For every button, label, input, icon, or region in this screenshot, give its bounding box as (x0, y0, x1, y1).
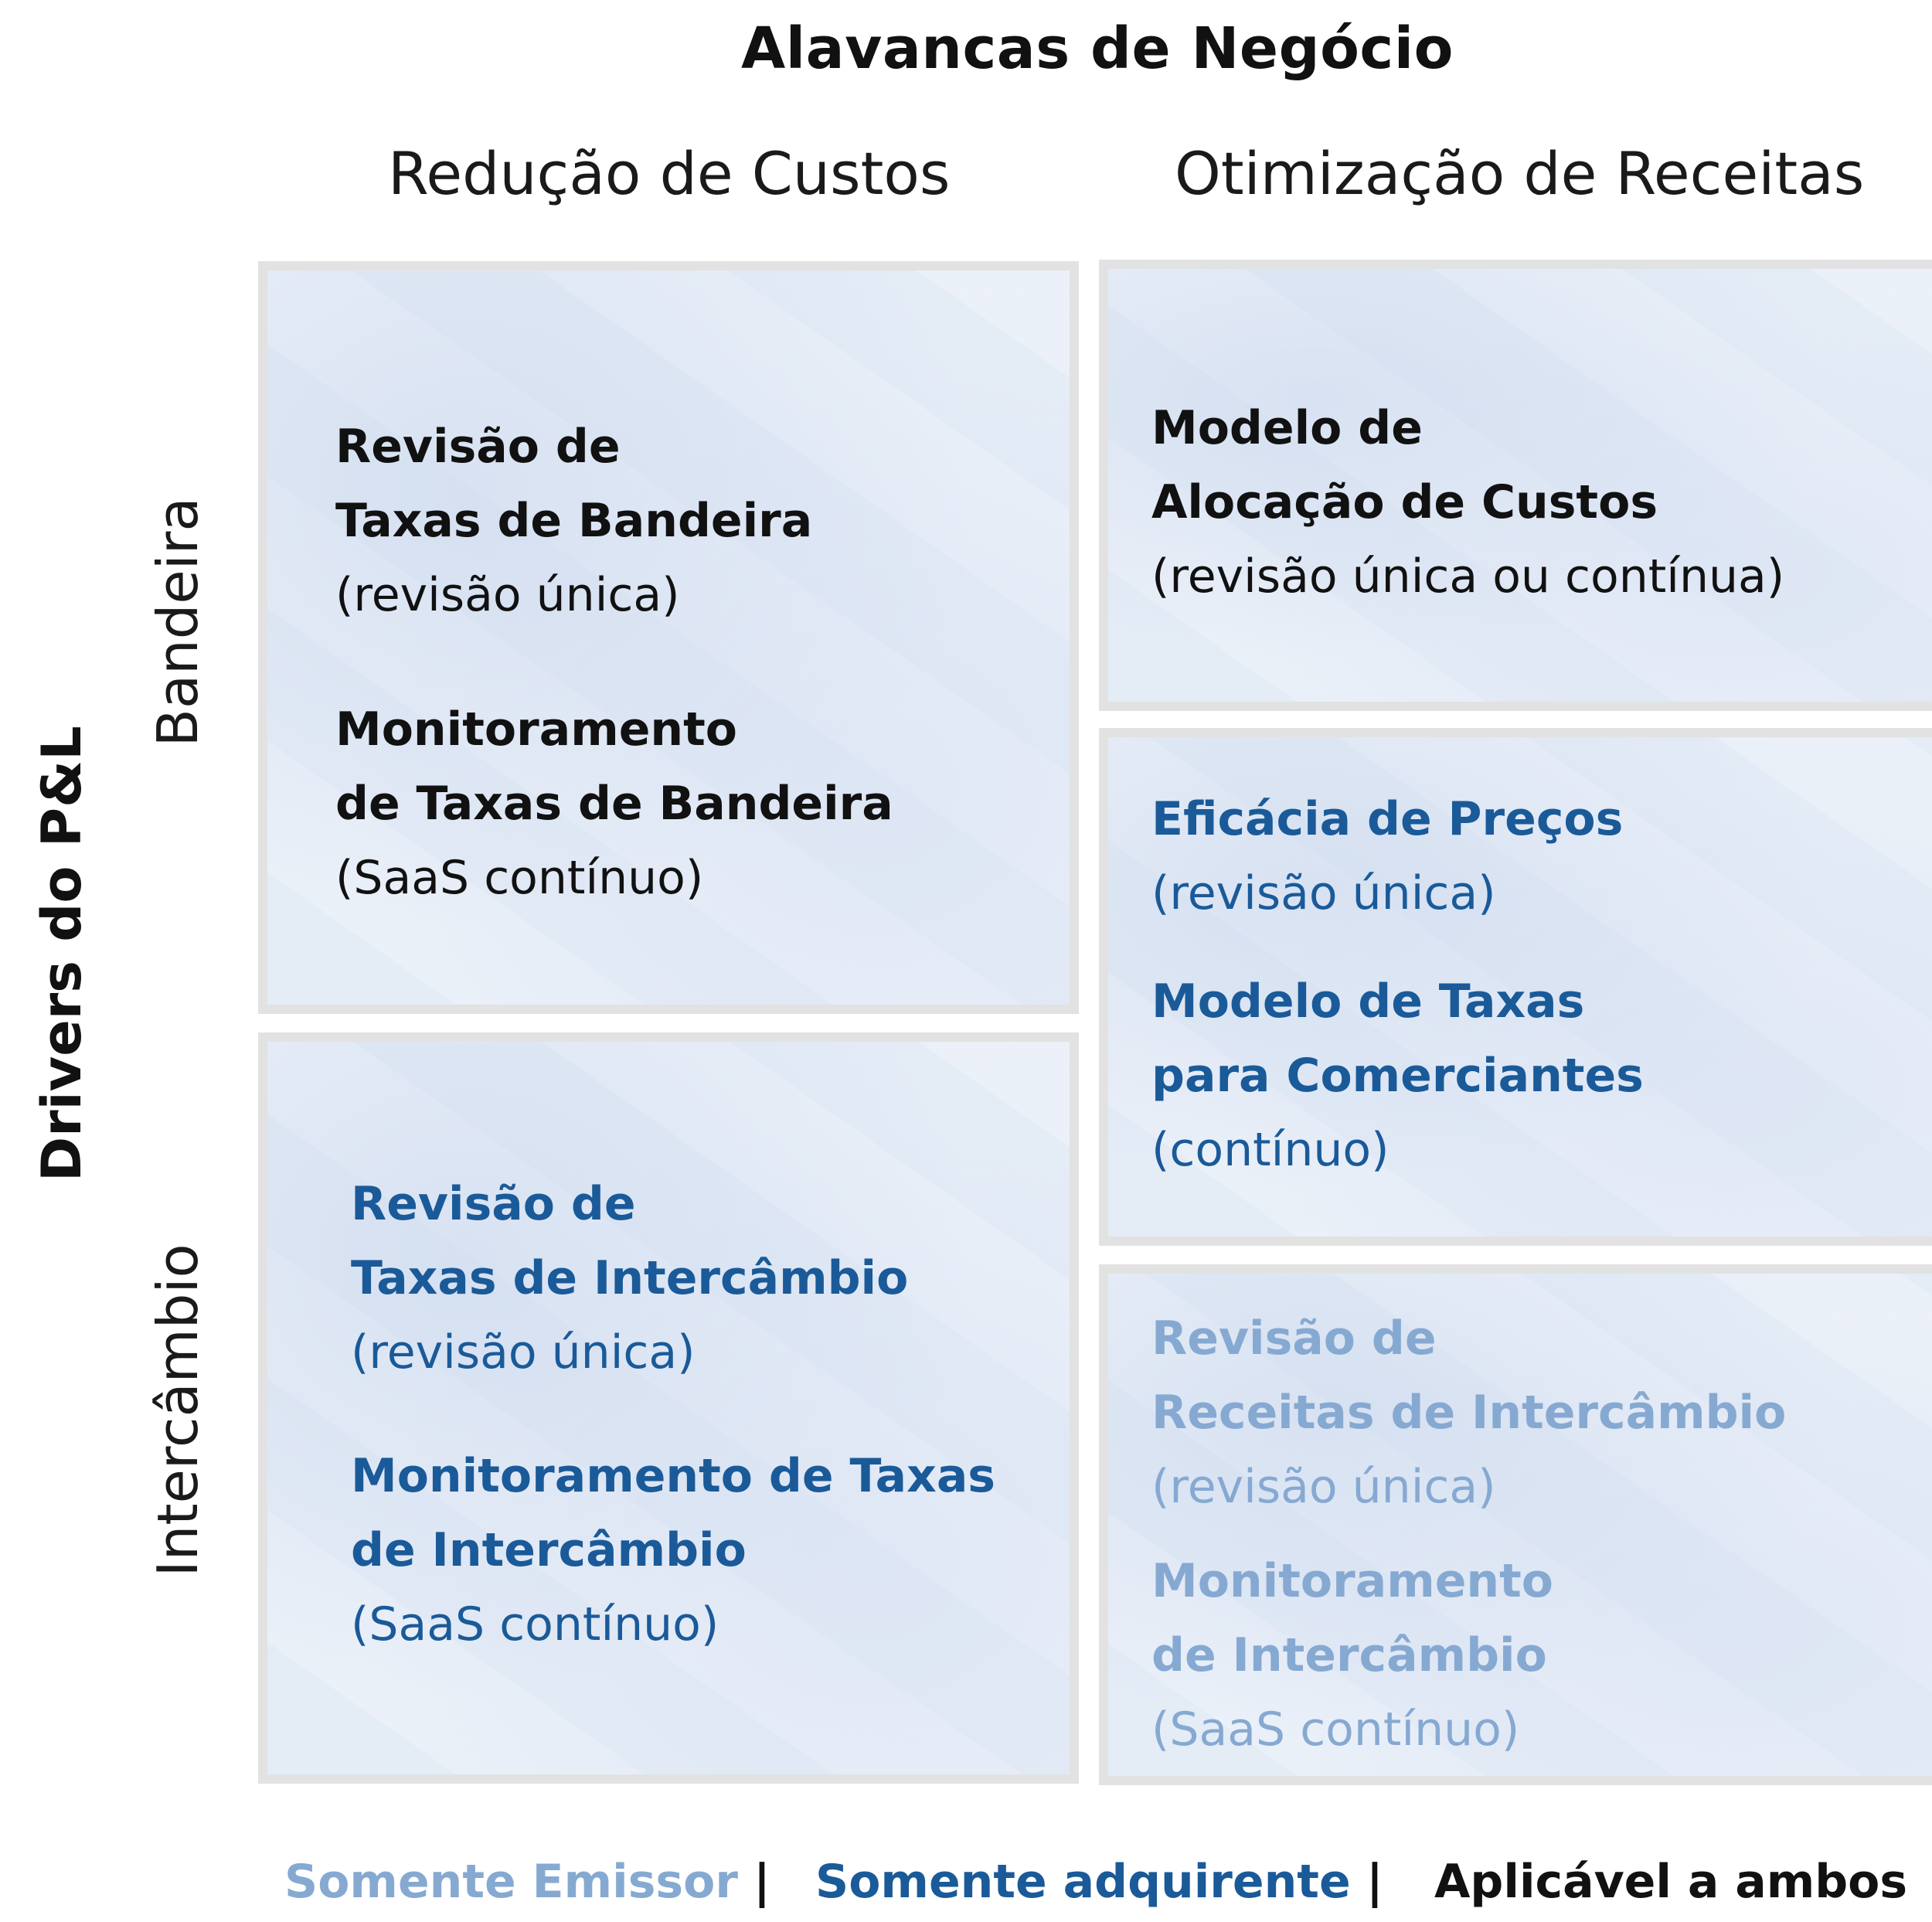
row-label-intercambio: Intercâmbio (145, 1243, 210, 1577)
item-subtitle: (revisão única) (1151, 1460, 1496, 1514)
item-title-line: Revisão de (1151, 1311, 1437, 1366)
item-monitoramento-taxas-bandeira (335, 692, 893, 915)
item-title-line: Monitoramento (335, 702, 738, 757)
item-subtitle: (SaaS contínuo) (1151, 1703, 1520, 1757)
item-revisao-taxas-bandeira (335, 410, 812, 632)
item-title-line: Alocação de Custos (1151, 475, 1658, 529)
item-title-line: de Taxas de Bandeira (335, 777, 893, 831)
item-title-line: Taxas de Intercâmbio (351, 1251, 909, 1305)
item-title-line: Modelo de (1151, 401, 1423, 455)
item-title-line: para Comerciantes (1151, 1049, 1644, 1103)
item-revisao-receitas-intercambio (1151, 1301, 1786, 1524)
item-modelo-taxas-comerciantes (1151, 964, 1644, 1187)
item-title-line: Monitoramento (1151, 1554, 1554, 1608)
item-subtitle: (revisão única) (351, 1325, 696, 1379)
item-title-line: Monitoramento de Taxas (351, 1449, 996, 1503)
item-title-line: Modelo de Taxas (1151, 975, 1585, 1029)
item-monitoramento-intercambio (1151, 1544, 1553, 1767)
item-subtitle: (revisão única ou contínua) (1151, 549, 1785, 604)
item-modelo-alocacao-custos (1151, 391, 1784, 614)
item-title-line: de Intercâmbio (351, 1523, 747, 1577)
item-revisao-taxas-intercambio (351, 1167, 908, 1390)
y-axis-label: Drivers do P&L (30, 726, 94, 1182)
column-header-revenue-optimization: Otimização de Receitas (1175, 139, 1865, 208)
diagram-title: Alavancas de Negócio (741, 15, 1454, 82)
legend-separator: | (753, 1855, 770, 1909)
legend-issuer-only: Somente Emissor (284, 1855, 738, 1909)
item-title-line: Receitas de Intercâmbio (1151, 1386, 1787, 1440)
item-title-line: Eficácia de Preços (1151, 792, 1624, 846)
item-title-line: Taxas de Bandeira (335, 494, 813, 548)
item-subtitle: (revisão única) (335, 568, 680, 622)
row-label-bandeira: Bandeira (145, 497, 210, 747)
legend-acquirer-only: Somente adquirente (815, 1855, 1351, 1909)
item-subtitle: (contínuo) (1151, 1123, 1389, 1177)
item-title-line: Revisão de (351, 1177, 636, 1231)
legend-separator: | (1366, 1855, 1383, 1909)
item-title-line: Revisão de (335, 420, 621, 474)
item-eficacia-precos (1151, 782, 1623, 930)
item-subtitle: (revisão única) (1151, 866, 1496, 920)
legend-applicable-both: Aplicável a ambos (1434, 1855, 1908, 1909)
cell-intercambio-cost-reduction (258, 1032, 1079, 1784)
item-subtitle: (SaaS contínuo) (351, 1597, 719, 1652)
item-monitoramento-taxas-intercambio (351, 1439, 995, 1662)
item-subtitle: (SaaS contínuo) (335, 851, 704, 905)
item-title-line: de Intercâmbio (1151, 1628, 1547, 1682)
column-header-cost-reduction: Redução de Custos (388, 139, 951, 208)
